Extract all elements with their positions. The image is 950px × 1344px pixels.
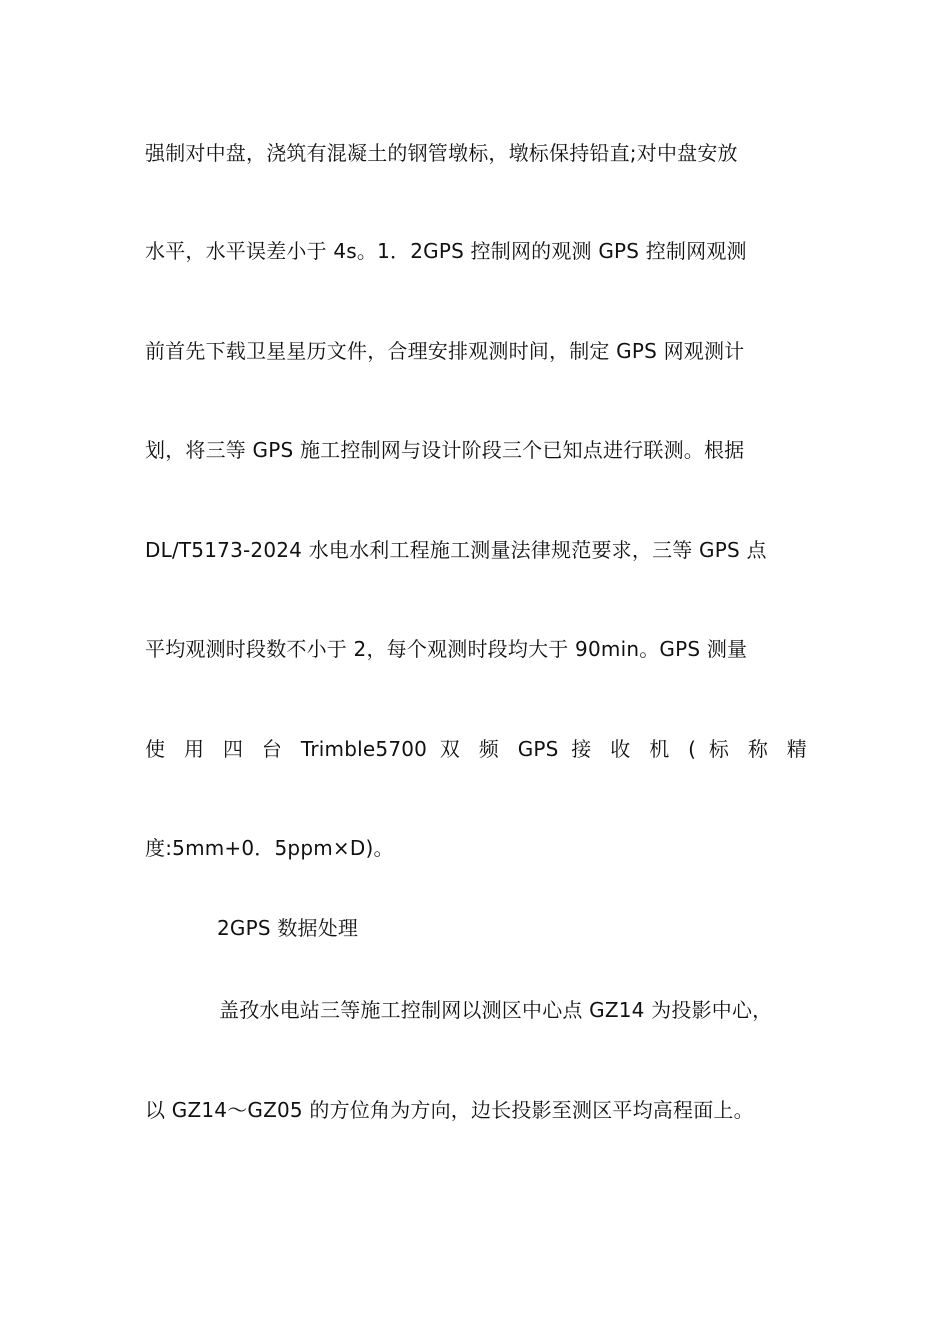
body-text-line-1: 强制对中盘，浇筑有混凝土的钢管墩标，墩标保持铅直;对中盘安放: [145, 141, 738, 165]
body-text-line-6: 平均观测时段数不小于 2，每个观测时段均大于 90min。GPS 测量: [145, 637, 748, 661]
body-text-line-4: 划，将三等 GPS 施工控制网与设计阶段三个已知点进行联测。根据: [145, 438, 745, 462]
body-text-line-2: 水平，水平误差小于 4s。1．2GPS 控制网的观测 GPS 控制网观测: [145, 239, 747, 263]
body-text-line-5: DL/T5173-2024 水电水利工程施工测量法律规范要求，三等 GPS 点: [145, 538, 767, 562]
paragraph-2-line-2: 以 GZ14～GZ05 的方位角为方向，边长投影至测区平均高程面上。: [145, 1098, 754, 1122]
paragraph-2-line-1: 盖孜水电站三等施工控制网以测区中心点 GZ14 为投影中心，: [219, 998, 773, 1022]
body-text-line-3: 前首先下载卫星星历文件，合理安排观测时间，制定 GPS 网观测计: [145, 339, 745, 363]
body-text-line-7: 使 用 四 台 Trimble5700 双 频 GPS 接 收 机 ( 标 称 精: [145, 737, 807, 761]
section-heading: 2GPS 数据处理: [217, 916, 359, 940]
body-text-line-8: 度:5mm+0．5ppm×D)。: [145, 836, 394, 860]
